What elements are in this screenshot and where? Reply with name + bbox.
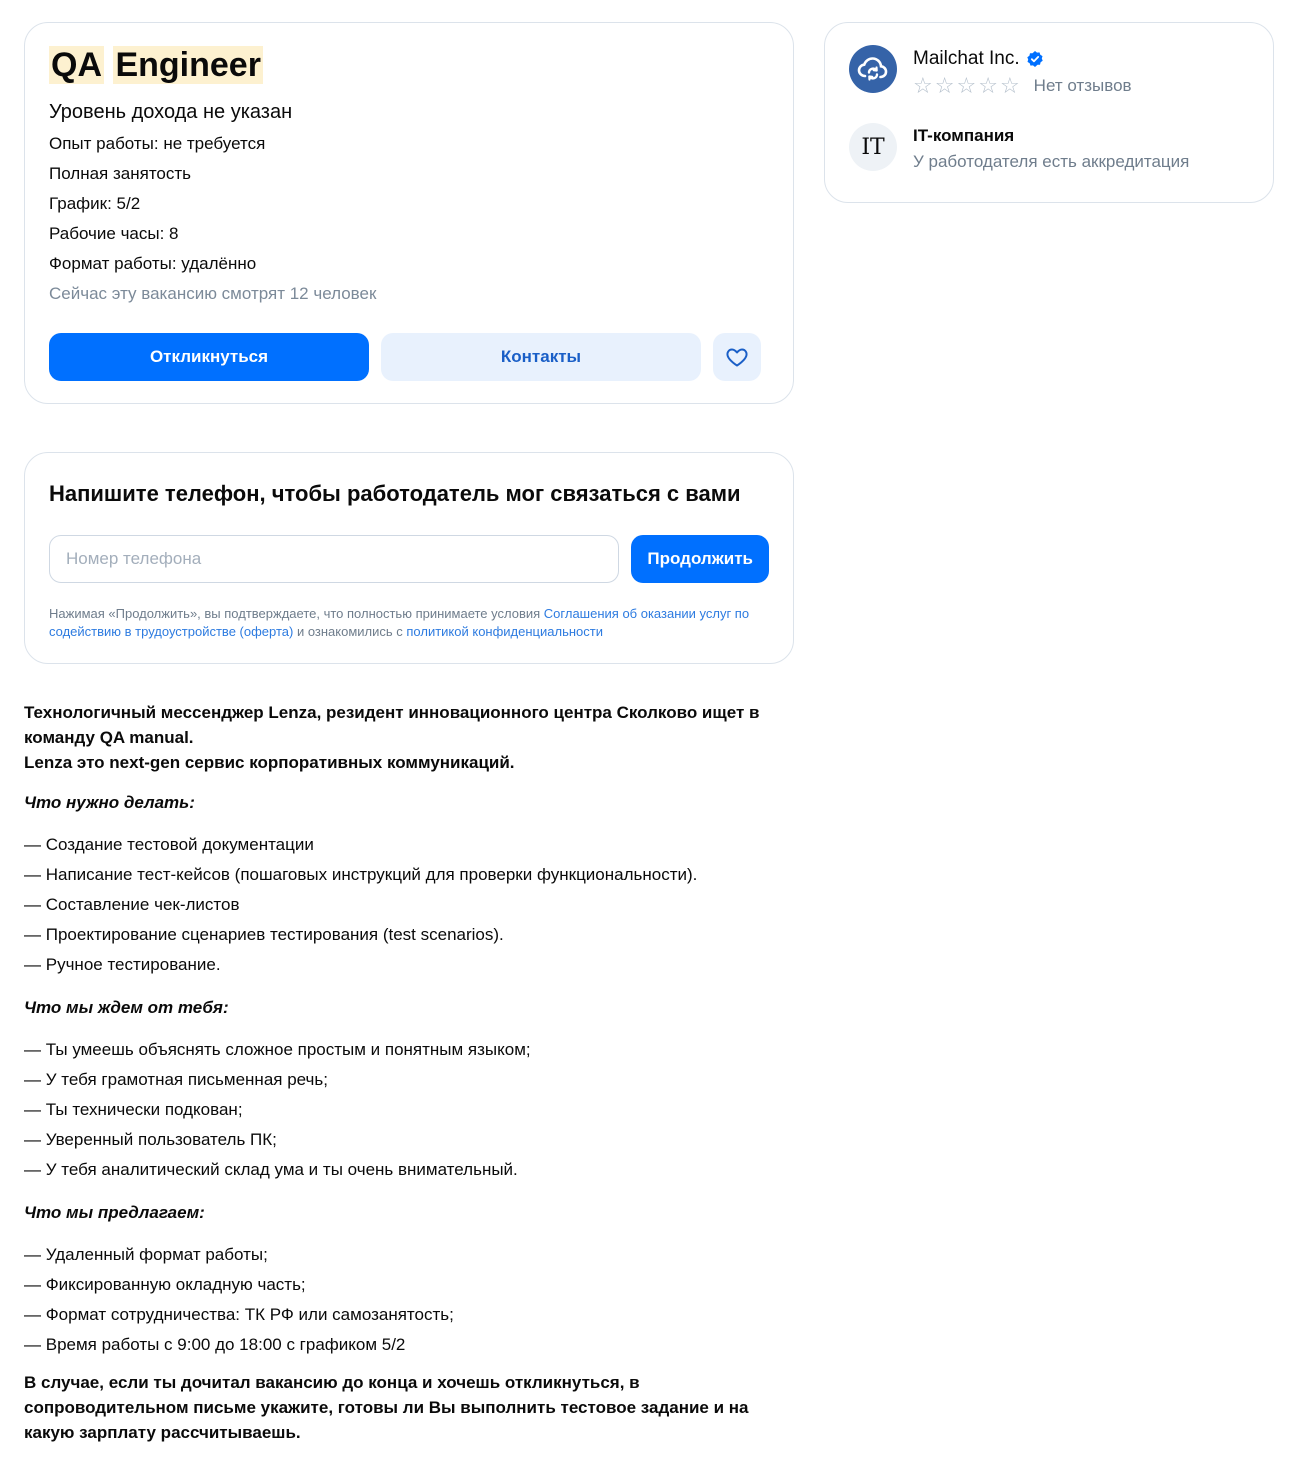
vacancy-title xyxy=(49,45,769,85)
list-item: — У тебя аналитический склад ума и ты очень внимательный. xyxy=(24,1155,799,1185)
it-badge-icon: IT xyxy=(849,123,897,171)
section-heading-offer: Что мы предлагаем: xyxy=(24,1203,205,1222)
list-item: — Время работы с 9:00 до 18:00 с графиком 5/2 xyxy=(24,1330,799,1360)
requirements-list xyxy=(24,1035,799,1185)
detail-employment: Полная занятость xyxy=(49,164,192,183)
action-buttons xyxy=(49,333,761,381)
employer-info xyxy=(913,45,1132,97)
reviews-text[interactable]: Нет отзывов xyxy=(1033,76,1132,95)
rating-stars[interactable] xyxy=(913,75,1132,97)
it-info xyxy=(913,123,1189,173)
list-item: — У тебя грамотная письменная речь; xyxy=(24,1065,799,1095)
list-item: — Написание тест-кейсов (пошаговых инструкций для проверки функциональности). xyxy=(24,860,799,890)
it-subtitle: У работодателя есть аккредитация xyxy=(913,152,1190,171)
company-logo[interactable] xyxy=(849,45,897,93)
star-empty-icon: ☆ xyxy=(978,73,998,98)
vacancy-title-part-qa: QA xyxy=(51,46,102,84)
description-outro: В случае, если ты дочитал вакансию до конца и хочешь откликнуться, в сопроводительном письме укажите, готовы ли Вы выполнить тестовое задание и на какую зарплату рассчитываешь. xyxy=(24,1373,749,1442)
list-item: — Ты технически подкован; xyxy=(24,1095,799,1125)
legal-middle: и ознакомились с xyxy=(293,624,407,639)
list-item: — Проектирование сценариев тестирования (test scenarios). xyxy=(24,920,799,950)
list-item: — Составление чек-листов xyxy=(24,890,799,920)
continue-button[interactable]: Продолжить xyxy=(631,535,769,583)
list-item: — Ручное тестирование. xyxy=(24,950,799,980)
vacancy-description xyxy=(24,700,799,1445)
favorite-button[interactable] xyxy=(713,333,761,381)
cloud-sync-icon xyxy=(856,52,890,86)
it-title: IT-компания xyxy=(913,126,1015,145)
vacancy-card xyxy=(24,22,794,404)
offer-link[interactable]: Соглашения об оказании услуг по содействию в трудоустройстве (оферта) xyxy=(49,606,750,639)
employer-row xyxy=(849,45,1249,97)
phone-form-row xyxy=(49,535,769,583)
viewers-count: Сейчас эту вакансию смотрят 12 человек xyxy=(49,284,377,303)
legal-prefix: Нажимая «Продолжить», вы подтверждаете, что полностью принимаете условия xyxy=(49,606,544,621)
offer-list xyxy=(24,1240,799,1360)
star-empty-icon: ☆ xyxy=(956,73,977,98)
list-item: — Фиксированную окладную часть; xyxy=(24,1270,799,1300)
employer-name[interactable]: Mailchat Inc. xyxy=(913,48,1020,69)
detail-schedule: График: 5/2 xyxy=(49,194,141,213)
contacts-button[interactable]: Контакты xyxy=(381,333,701,381)
detail-experience: Опыт работы: не требуется xyxy=(49,134,266,153)
star-empty-icon: ☆ xyxy=(999,73,1020,98)
verified-badge-icon xyxy=(1026,50,1044,68)
list-item: — Создание тестовой документации xyxy=(24,830,799,860)
section-heading-duties: Что нужно делать: xyxy=(24,793,195,812)
list-item: — Формат сотрудничества: ТК РФ или самозанятость; xyxy=(24,1300,799,1330)
star-empty-icon: ☆ xyxy=(934,73,955,98)
description-intro xyxy=(24,700,799,775)
apply-button[interactable]: Откликнуться xyxy=(49,333,369,381)
list-item: — Ты умеешь объяснять сложное простым и понятным языком; xyxy=(24,1035,799,1065)
intro-line-1: Технологичный мессенджер Lenza, резидент инновационного центра Сколково ищет в команду QA manual. xyxy=(24,703,760,747)
star-empty-icon: ☆ xyxy=(913,73,933,98)
duties-list xyxy=(24,830,799,980)
privacy-policy-link[interactable]: политикой конфиденциальности xyxy=(406,624,603,639)
intro-line-2: Lenza это next-gen сервис корпоративных коммуникаций. xyxy=(24,753,515,772)
section-heading-requirements: Что мы ждем от тебя: xyxy=(24,998,229,1017)
phone-input[interactable] xyxy=(49,535,619,583)
employer-name-row xyxy=(913,47,1132,71)
detail-format: Формат работы: удалённо xyxy=(49,254,257,273)
employer-card xyxy=(824,22,1274,203)
list-item: — Удаленный формат работы; xyxy=(24,1240,799,1270)
salary-text: Уровень дохода не указан xyxy=(49,101,293,123)
phone-form-card xyxy=(24,452,794,664)
detail-hours: Рабочие часы: 8 xyxy=(49,224,179,243)
heart-icon xyxy=(725,345,749,369)
legal-text xyxy=(49,605,769,641)
vacancy-title-part-engineer: Engineer xyxy=(115,46,261,84)
list-item: — Уверенный пользователь ПК; xyxy=(24,1125,799,1155)
phone-form-title: Напишите телефон, чтобы работодатель мог связаться с вами xyxy=(49,481,741,506)
it-accreditation-row xyxy=(849,123,1249,173)
